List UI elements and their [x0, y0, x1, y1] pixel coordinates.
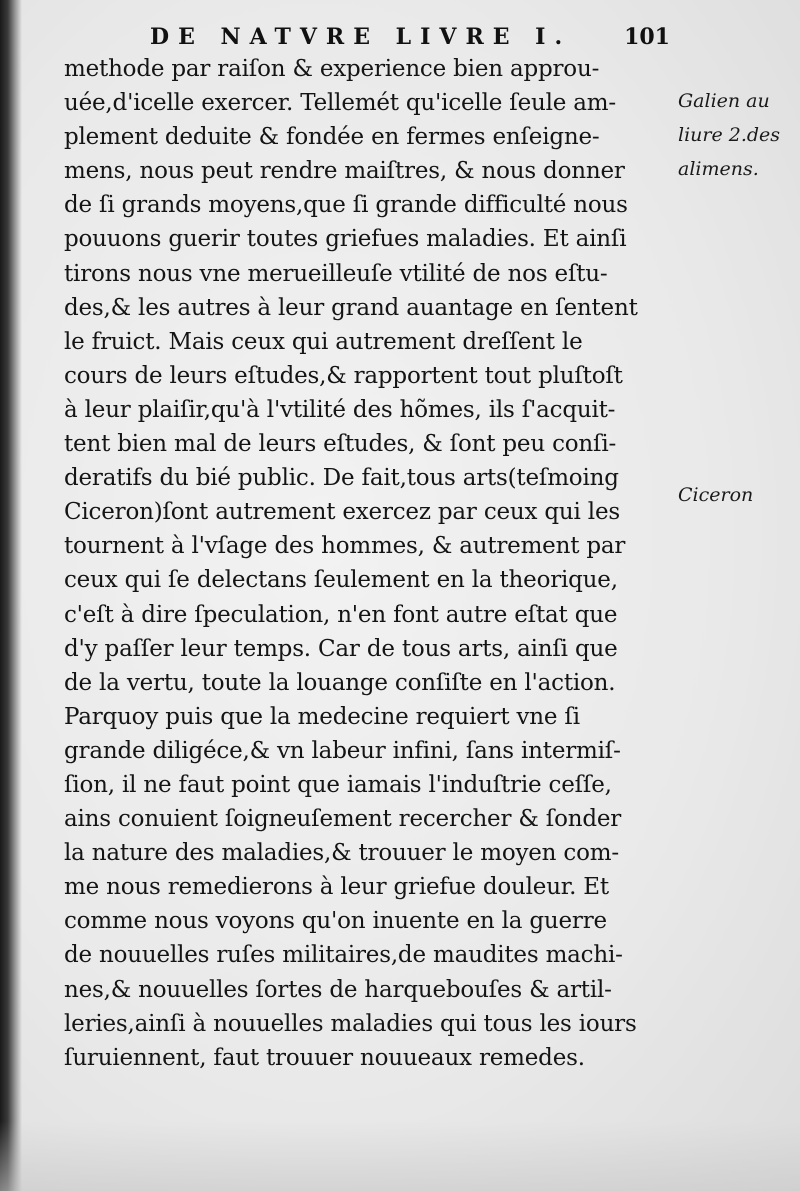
- text-line: des,& les autres à leur grand auantage en ſentent: [64, 294, 638, 321]
- text-line: de nouuelles ruſes militaires,de maudites machi-: [64, 942, 623, 969]
- text-line: de la vertu, toute la louange conſiſte en l'action.: [64, 669, 616, 696]
- page-gutter-shadow: [0, 0, 22, 1191]
- margin-note-line: Ciceron: [678, 484, 754, 506]
- text-line: ceux qui ſe delectans ſeulement en la theorique,: [64, 567, 618, 594]
- text-line: ains conuient ſoigneuſement recercher & ſonder: [64, 806, 622, 833]
- text-line: Parquoy puis que la medecine requiert vne ſi: [64, 703, 580, 730]
- text-line: nes,& nouuelles ſortes de harquebouſes & artil-: [64, 976, 612, 1003]
- text-line: c'eſt à dire ſpeculation, n'en font autre eſtat que: [64, 601, 618, 628]
- text-line: me nous remedierons à leur griefue douleur. Et: [64, 874, 609, 901]
- page-number: 101: [624, 24, 670, 50]
- text-line: methode par raiſon & experience bien approu-: [64, 56, 600, 82]
- text-line: d'y paſſer leur temps. Car de tous arts, ainſi que: [64, 635, 618, 662]
- text-line: tent bien mal de leurs eſtudes, & ſont peu conſi-: [64, 431, 617, 458]
- text-line: uée,d'icelle exercer. Tellemét qu'icelle ſeule am-: [64, 90, 616, 117]
- text-line: ſuruiennent, faut trouuer nouueaux remedes.: [64, 1044, 585, 1071]
- text-line: comme nous voyons qu'on inuente en la guerre: [64, 908, 607, 935]
- text-line: leries,ainſi à nouuelles maladies qui tous les iours: [64, 1010, 637, 1037]
- text-line: pouuons guerir toutes griefues maladies. Et ainſi: [64, 226, 627, 253]
- text-line: tirons nous vne merueilleuſe vtilité de nos eſtu-: [64, 260, 608, 287]
- text-line: de ſi grands moyens,que ſi grande difficulté nous: [64, 192, 628, 219]
- body-text: [64, 52, 674, 1075]
- text-line: mens, nous peut rendre maiſtres, & nous donner: [64, 158, 625, 185]
- margin-note-line: liure 2.des: [678, 124, 781, 146]
- text-line: Ciceron)ſont autrement exercez par ceux qui les: [64, 499, 620, 526]
- margin-note-galien: [678, 84, 798, 186]
- text-line: le fruict. Mais ceux qui autrement dreſſent le: [64, 328, 583, 355]
- text-line: cours de leurs eſtudes,& rapportent tout pluſtoſt: [64, 362, 623, 389]
- margin-note-line: alimens.: [678, 158, 759, 180]
- text-line: tournent à l'vſage des hommes, & autrement par: [64, 533, 626, 560]
- text-line: plement deduite & fondée en fermes enſeigne-: [64, 124, 600, 151]
- page-bottom-shadow: [0, 1121, 800, 1191]
- text-line: grande diligéce,& vn labeur infini, ſans intermiſ-: [64, 737, 621, 764]
- text-line: à leur plaiſir,qu'à l'vtilité des hõmes, ils ſ'acquit-: [64, 396, 616, 423]
- text-line: ſion, il ne faut point que iamais l'induſtrie ceſſe,: [64, 771, 612, 798]
- text-line: la nature des maladies,& trouuer le moyen com-: [64, 840, 619, 867]
- margin-note-line: Galien au: [678, 90, 770, 112]
- running-title: DE NATVRE LIVRE I.: [150, 24, 572, 50]
- margin-note-ciceron: [678, 478, 798, 512]
- text-line: deratifs du bié public. De fait,tous arts(teſmoing: [64, 465, 619, 492]
- page-header: [150, 24, 670, 54]
